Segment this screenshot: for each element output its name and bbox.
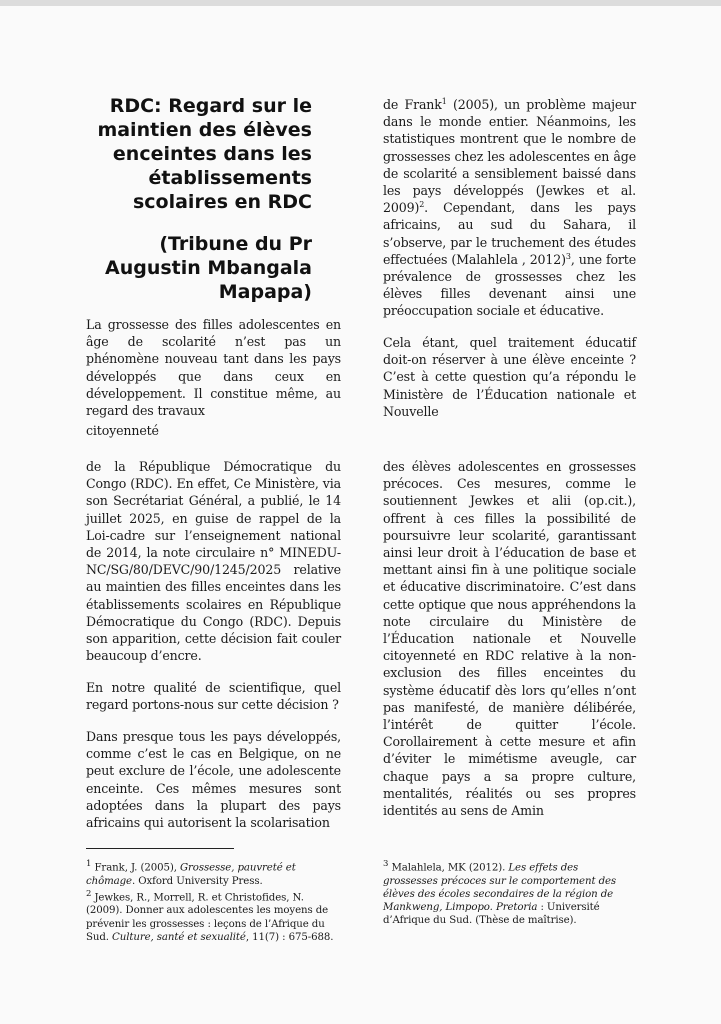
footnote-ref-3: 3	[565, 251, 571, 261]
footnote-1: $^1$ Frank, J. (2005), Grossesse, pauvreté et chômage. Oxford University Press.	[86, 859, 296, 887]
footnotes-right	[383, 858, 636, 927]
document-page	[0, 6, 721, 1024]
fragment-text: citoyenneté	[86, 423, 159, 438]
developed-countries-paragraph: Dans presque tous les pays développés, comme c’est le cas en Belgique, on ne peut exclure de l’école, une adolescente enceinte. Ces mêmes mesures sont adoptées dans la plupart des pays africains qui autorisent la scolarisation	[86, 729, 341, 831]
question-paragraph: Cela étant, quel traitement éducatif doit-on réserver à une élève enceinte ? C’est à cette question qu’a répondu le Ministère de l’Éducation nationale et Nouvelle	[383, 335, 636, 419]
article-title: RDC: Regard sur le maintien des élèves enceintes dans les établissements scolaires en RDC	[97, 95, 312, 213]
measures-paragraph: des élèves adolescentes en grossesses précoces. Ces mesures, comme le soutiennent Jewkes et alii (op.cit.), offrent à ces filles la possibilité de poursuivre leur scolarité, garantissant ainsi leur droit à l’éducation de base et mettant ainsi fin à une politique sociale et éducative discriminatoire. C’est dans cette optique que nous appréhendons la note circulaire du Ministère de l’Éducation nationale et Nouvelle citoyenneté en RDC relative à la non-exclusion des filles enceintes du système éducatif dès lors qu’elles n’ont pas manifesté, de manière délibérée, l’intérêt de quitter l’école. Corollairement à cette mesure et afin d’éviter le mimétisme aveugle, car chaque pays a sa propre culture, mentalités, réalités ou ses propres identités au sens de Amin	[383, 459, 636, 819]
article-subtitle: (Tribune du Pr Augustin Mbangala Mapapa)	[104, 233, 312, 303]
footnotes-left	[86, 858, 341, 944]
context-paragraph: de Frank$^1$ (2005), un problème majeur dans le monde entier. Néanmoins, les statistiques montrent que le nombre de grossesses chez les adolescentes en âge de scolarité a sensiblement baissé dans les pays développés (Jewkes et al. 2009)$^2$. Cependant, dans les pays africains, au sud du Sahara, il s’observe, par le truchement des études effectuées (Malahlela , 2012)$^3$, une forte prévalence de grossesses chez les élèves filles devenant ainsi une préoccupation sociale et éducative.	[383, 96, 637, 319]
footnote-ref-2: 2	[419, 200, 425, 210]
intro-paragraph: La grossesse des filles adolescentes en âge de scolarité n’est pas un phénomène nouveau tant dans les pays développés que dans ceux en développement. Il constitue même, au regard des travaux	[86, 317, 341, 419]
footnote-ref-1: 1	[441, 96, 447, 106]
scientific-question-paragraph: En notre qualité de scientifique, quel regard portons-nous sur cette décision ?	[86, 680, 341, 713]
footnote-rule	[86, 848, 234, 849]
circular-paragraph: de la République Démocratique du Congo (RDC). En effet, Ce Ministère, via son Secrétariat Général, a publié, le 14 juillet 2025, en guise de rappel de la Loi-cadre sur l’enseignement national de 2014, la note circulaire n° MINEDU-NC/SG/80/DEVC/90/1245/2025 relative au maintien des filles enceintes dans les établissements scolaires en République Démocratique du Congo (RDC). Depuis son apparition, cette décision fait couler beaucoup d’encre.	[86, 459, 341, 664]
footnote-3: $^3$ Malahlela, MK (2012). Les effets des grossesses précoces sur le comportement des élèves des écoles secondaires de la région de Mankweng, Limpopo. Pretoria : Université d’Afrique du Sud. (Thèse de maîtrise).	[383, 859, 617, 927]
footnote-2: $^2$ Jewkes, R., Morrell, R. et Christofides, N. (2009). Donner aux adolescentes les moyens de prévenir les grossesses : leçons de l’Afrique du Sud. Culture, santé et sexualité, 11(7) : 675-688.	[86, 888, 334, 943]
